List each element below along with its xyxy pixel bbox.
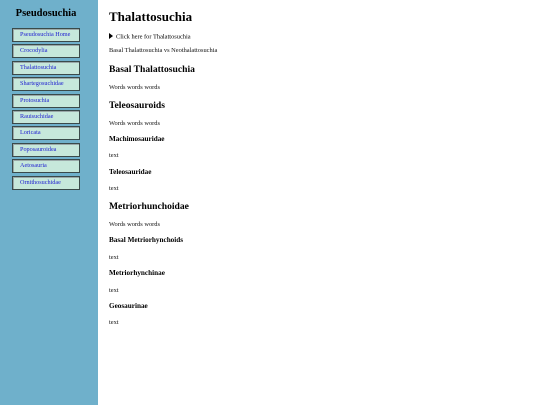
metrio-text: Words words words xyxy=(109,221,160,228)
metrionae-text: text xyxy=(109,287,119,294)
sidebar-item-loricata[interactable]: Loricata xyxy=(12,126,80,140)
sidebar-item-poposauroidea[interactable]: Poposauroidea xyxy=(12,143,80,157)
teleo-text: Words words words xyxy=(109,120,160,127)
heading-metriorhynchinae: Metriorhynchinae xyxy=(109,269,165,277)
heading-basal-thalattosuchia: Basal Thalattosuchia xyxy=(109,64,195,75)
sidebar-item-thalattosuchia[interactable]: Thalattosuchia xyxy=(12,61,80,75)
sidebar-item-protosuchia[interactable]: Protosuchia xyxy=(12,94,80,108)
sidebar-item-pseudosuchia-home[interactable]: Pseudosuchia Home xyxy=(12,28,80,42)
teleosauridae-text: text xyxy=(109,185,119,192)
sidebar-nav xyxy=(12,28,80,192)
heading-basal-metriorhynchoids: Basal Metriorhynchoids xyxy=(109,236,184,244)
disclosure-triangle-icon[interactable] xyxy=(109,33,113,39)
basal-text: Words words words xyxy=(109,84,160,91)
sidebar-title: Pseudosuchia xyxy=(15,8,77,19)
subtitle-text: Basal Thalattosuchia vs Neothalattosuchia xyxy=(109,47,218,54)
sidebar-item-shartegosuchidae[interactable]: Shartegosuchidae xyxy=(12,77,80,91)
sidebar xyxy=(0,0,98,405)
basal-metrio-text: text xyxy=(109,254,119,261)
heading-teleosauroids: Teleosauroids xyxy=(109,100,165,111)
details-summary-label[interactable]: Click here for Thalattosuchia xyxy=(116,33,191,41)
heading-teleosauridae: Teleosauridae xyxy=(109,168,152,176)
sidebar-item-crocodylia[interactable]: Crocodylia xyxy=(12,44,80,58)
heading-machimosauridae: Machimosauridae xyxy=(109,135,165,143)
sidebar-item-aetosauria[interactable]: Aetosauria xyxy=(12,159,80,173)
machimo-text: text xyxy=(109,152,119,159)
heading-metriorhunchoidae: Metriorhunchoidae xyxy=(109,201,189,212)
heading-geosaurinae: Geosaurinae xyxy=(109,302,148,310)
details-toggle[interactable] xyxy=(109,33,191,41)
sidebar-item-ornithosuchidae[interactable]: Ornithosuchidae xyxy=(12,176,80,190)
geo-text: text xyxy=(109,319,119,326)
page-title: Thalattosuchia xyxy=(109,9,193,24)
sidebar-item-rauisuchidae[interactable]: Rauisuchidae xyxy=(12,110,80,124)
